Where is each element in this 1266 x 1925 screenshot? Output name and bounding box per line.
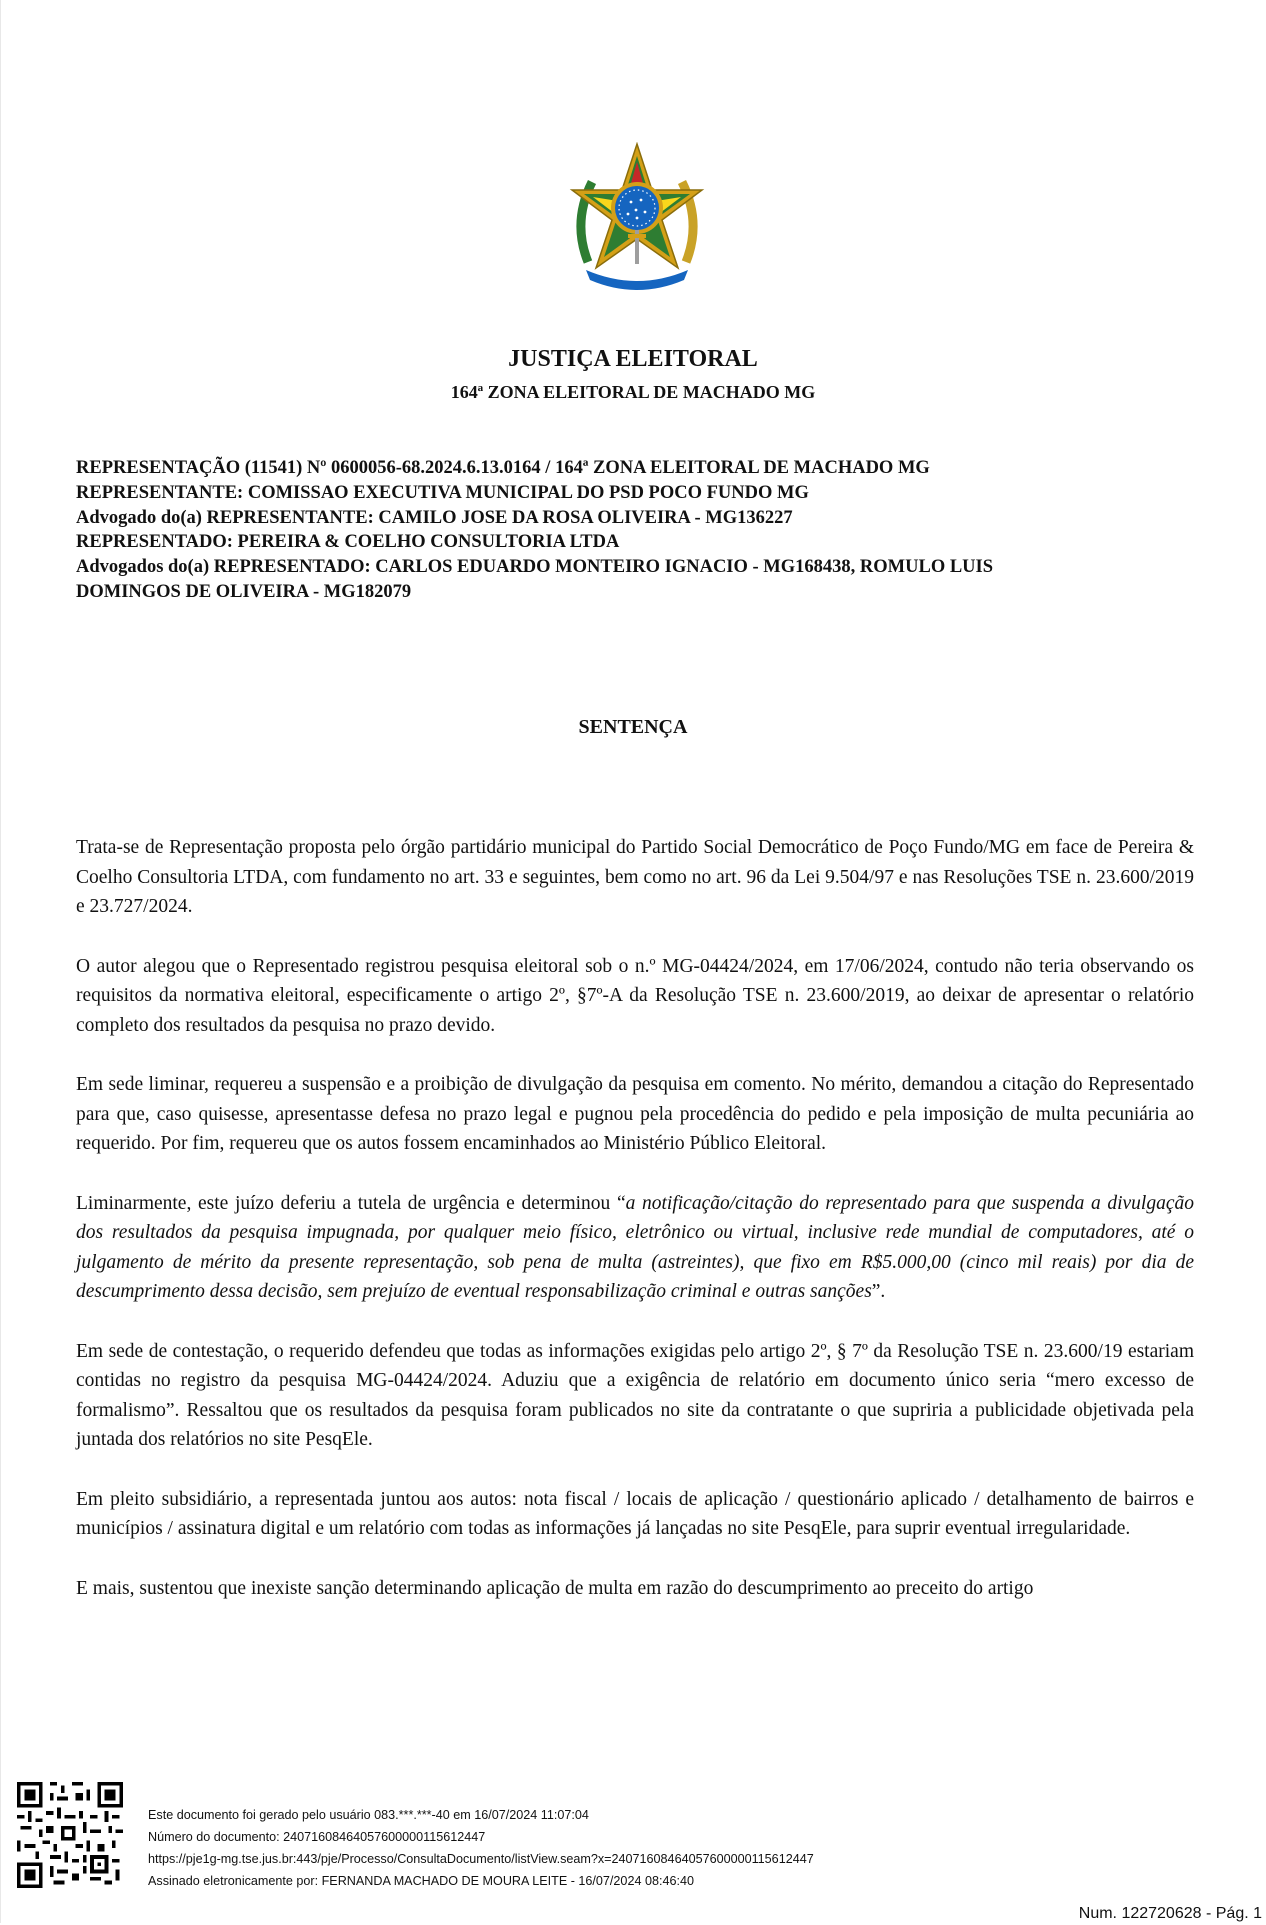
- footer-document-number: Número do documento: 24071608464057600000115612447: [148, 1830, 486, 1844]
- case-caption: [76, 456, 1196, 605]
- caption-line: REPRESENTAÇÃO (11541) Nº 0600056-68.2024.6.13.0164 / 164ª ZONA ELEITORAL DE MACHADO MG: [76, 458, 930, 478]
- page-number: Num. 122720628 - Pág. 1: [1078, 1905, 1262, 1922]
- paragraph-intro: Liminarmente, este juízo deferiu a tutela de urgência e determinou “: [76, 1192, 626, 1214]
- caption-line: DOMINGOS DE OLIVEIRA - MG182079: [76, 581, 412, 602]
- electoral-zone: 164ª ZONA ELEITORAL DE MACHADO MG: [450, 382, 816, 402]
- paragraph: Trata-se de Representação proposta pelo órgão partidário municipal do Partido Social Democrático de Poço Fundo/MG em face de Pereira & Coelho Consultoria LTDA, com fundamento no art. 33 e seguintes, bem como no art. 96 da Lei 9.504/97 e nas Resoluções TSE n. 23.600/2019 e 23.727/2024.: [76, 837, 1194, 917]
- caption-line: Advogado do(a) REPRESENTANTE: CAMILO JOSE DA ROSA OLIVEIRA - MG136227: [76, 507, 793, 528]
- court-name: JUSTIÇA ELEITORAL: [508, 346, 758, 372]
- paragraph: Em pleito subsidiário, a representada juntou aos autos: nota fiscal / locais de aplicação / questionário aplicado / detalhamento de bairros e municípios / assinatura digital e um relatório com todas as informações já lançadas no site PesqEle, para suprir eventual irregularidade.: [76, 1488, 1194, 1539]
- document-footer: [0, 1775, 1266, 1925]
- quoted-decision: a notificação/citação do representado para que suspenda a divulgação dos resultados da pesquisa impugnada, por qualquer meio físico, eletrônico ou virtual, inclusive rede mundial de computadores, até o julgamento de mérito da presente representação, sob pena de multa (astreintes), que fixo em R$5.000,00 (cinco mil reais) por dia de descumprimento dessa decisão, sem prejuízo de eventual responsabilização criminal e outras sanções: [76, 1192, 1195, 1302]
- footer-signed-by: Assinado eletronicamente por: FERNANDA MACHADO DE MOURA LEITE - 16/07/2024 08:46:40: [148, 1874, 694, 1888]
- footer-verification-url[interactable]: https://pje1g-mg.tse.jus.br:443/pje/Processo/ConsultaDocumento/listView.seam?x=24071608464057600000115612447: [148, 1852, 814, 1866]
- caption-line: Advogados do(a) REPRESENTADO: CARLOS EDUARDO MONTEIRO IGNACIO - MG168438, ROMULO LUIS: [76, 557, 994, 578]
- paragraph-end: ”.: [871, 1281, 886, 1302]
- paragraph: Em sede liminar, requereu a suspensão e a proibição de divulgação da pesquisa em comento. No mérito, demandou a citação do Representado para que, caso quisesse, apresentasse defesa no prazo legal e pugnou pela procedência do pedido e pela imposição de multa pecuniária ao requerido. Por fim, requereu que os autos fossem encaminhados ao Ministério Público Eleitoral.: [76, 1074, 1194, 1154]
- qr-code-icon[interactable]: [17, 1782, 123, 1888]
- paragraph: Em sede de contestação, o requerido defendeu que todas as informações exigidas pelo artigo 2º, § 7º da Resolução TSE n. 23.600/19 estariam contidas no registro da pesquisa MG-04424/2024. Aduziu que a exigência de relatório em documento único seria “mero excesso de formalismo”. Ressaltou que os resultados da pesquisa foram publicados no site da contratante o que supriria a publicidade objetivada pela juntada dos relatórios no site PesqEle.: [76, 1340, 1194, 1450]
- caption-line: REPRESENTADO: PEREIRA & COELHO CONSULTORIA LTDA: [76, 532, 620, 553]
- paragraph: O autor alegou que o Representado registrou pesquisa eleitoral sob o n.º MG-04424/2024, em 17/06/2024, contudo não teria observando os requisitos da normativa eleitoral, especificamente o artigo 2º, §7º-A da Resolução TSE n. 23.600/2019, ao deixar de apresentar o relatório completo dos resultados da pesquisa no prazo devido.: [76, 955, 1194, 1036]
- paragraph: [76, 1189, 1194, 1307]
- document-body: [76, 833, 1194, 1633]
- caption-line: REPRESENTANTE: COMISSAO EXECUTIVA MUNICIPAL DO PSD POCO FUNDO MG: [76, 482, 809, 503]
- brazil-coat-of-arms-icon: [566, 142, 708, 292]
- footer-generated-by: Este documento foi gerado pelo usuário 083.***.***-40 em 16/07/2024 11:07:04: [148, 1808, 589, 1822]
- signature-info: [148, 1804, 814, 1892]
- document-title: SENTENÇA: [578, 716, 688, 738]
- paragraph: E mais, sustentou que inexiste sanção determinando aplicação de multa em razão do descumprimento ao preceito do artigo: [76, 1577, 1034, 1599]
